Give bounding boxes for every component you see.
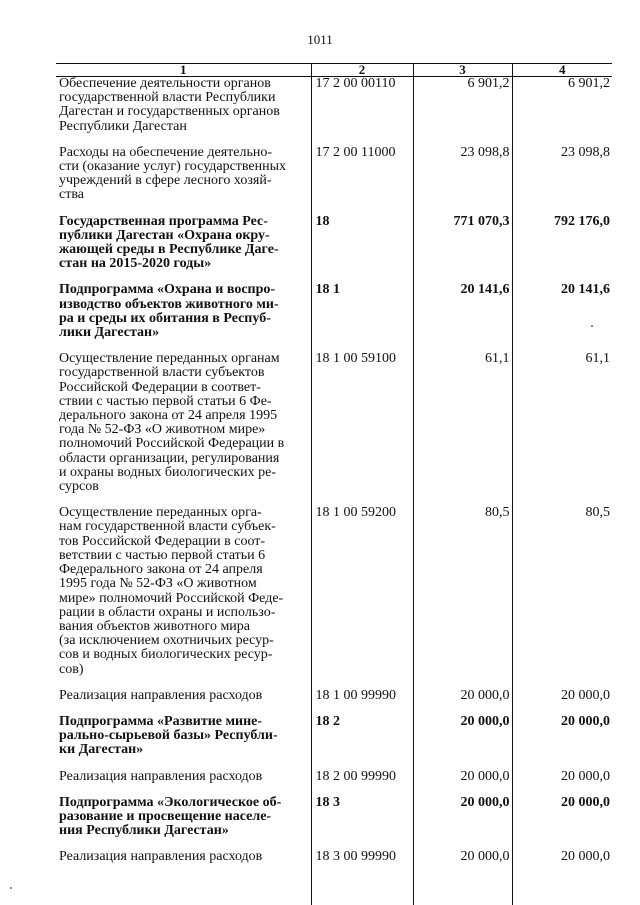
row-code: 17 2 00 00110 bbox=[311, 77, 413, 134]
page-number: 1011 bbox=[307, 32, 333, 47]
budget-table bbox=[56, 63, 612, 905]
row-value-2: 20 000,0 bbox=[512, 689, 612, 703]
row-value-2: 20 141,6 bbox=[512, 283, 612, 340]
header-row bbox=[56, 64, 612, 77]
column-header-1: 1 bbox=[56, 64, 311, 77]
row-value-2: 6 901,2 bbox=[512, 77, 612, 134]
table-row bbox=[56, 689, 612, 703]
row-name: Реализация направления расходов bbox=[59, 687, 263, 703]
row-value-2: 20 000,0 bbox=[512, 850, 612, 864]
row-value-2: 20 000,0 bbox=[512, 796, 612, 839]
row-value-1: 80,5 bbox=[413, 506, 512, 676]
table-row bbox=[56, 283, 612, 340]
row-code: 18 1 00 59200 bbox=[311, 506, 413, 676]
row-code: 18 bbox=[311, 215, 413, 272]
column-header-3: 3 bbox=[413, 64, 512, 77]
row-value-1: 20 141,6 bbox=[413, 283, 512, 340]
scan-speck bbox=[591, 325, 593, 327]
row-value-2: 61,1 bbox=[512, 352, 612, 494]
row-spacer bbox=[56, 134, 612, 146]
table-row bbox=[56, 352, 612, 494]
row-value-1: 20 000,0 bbox=[413, 850, 512, 864]
row-spacer bbox=[56, 784, 612, 796]
row-value-1: 20 000,0 bbox=[413, 715, 512, 758]
row-code: 18 3 00 99990 bbox=[311, 850, 413, 864]
row-name: Обеспечение деятельности органов государственной власти Республики Дагестан и государственных органов Республики Дагестан bbox=[59, 76, 280, 134]
row-code: 18 1 bbox=[311, 283, 413, 340]
row-spacer bbox=[56, 677, 612, 689]
row-code: 18 3 bbox=[311, 796, 413, 839]
row-name: Подпрограмма «Развитие мине- рально-сырьевой базы» Республи- ки Дагестан» bbox=[59, 713, 278, 758]
table-row bbox=[56, 506, 612, 676]
row-code: 18 1 00 59100 bbox=[311, 352, 413, 494]
row-spacer bbox=[56, 203, 612, 215]
row-code: 18 1 00 99990 bbox=[311, 689, 413, 703]
row-value-2: 20 000,0 bbox=[512, 770, 612, 784]
row-name: Государственная программа Рес- публики Дагестан «Охрана окру- жающей среды в Республике Даге- стан на 2015-2020 годы» bbox=[59, 213, 279, 272]
scan-speck bbox=[10, 887, 12, 889]
table-row bbox=[56, 146, 612, 203]
row-code: 18 2 00 99990 bbox=[311, 770, 413, 784]
table-row bbox=[56, 215, 612, 272]
row-value-1: 20 000,0 bbox=[413, 770, 512, 784]
row-code: 17 2 00 11000 bbox=[311, 146, 413, 203]
row-name: Подпрограмма «Экологическое об- разование и просвещение населе- ния Республики Дагестан» bbox=[59, 794, 282, 839]
table-row bbox=[56, 715, 612, 758]
table-row bbox=[56, 770, 612, 784]
row-name: Реализация направления расходов bbox=[59, 849, 263, 865]
row-name: Расходы на обеспечение деятельно- сти (оказание услуг) государственных учреждений в сфере лесного хозяй- ства bbox=[59, 144, 287, 203]
table-row bbox=[56, 77, 612, 134]
row-spacer bbox=[56, 758, 612, 770]
column-header-4: 4 bbox=[512, 64, 612, 77]
row-value-1: 20 000,0 bbox=[413, 796, 512, 839]
row-value-1: 20 000,0 bbox=[413, 689, 512, 703]
row-name: Подпрограмма «Охрана и воспро- изводство объектов животного ми- ра и среды их обитания в Респуб- лики Дагестан» bbox=[59, 282, 279, 341]
row-value-2: 80,5 bbox=[512, 506, 612, 676]
row-value-1: 771 070,3 bbox=[413, 215, 512, 272]
table-row bbox=[56, 850, 612, 864]
row-name: Реализация направления расходов bbox=[59, 768, 263, 784]
row-value-1: 23 098,8 bbox=[413, 146, 512, 203]
row-spacer bbox=[56, 865, 612, 905]
row-value-1: 61,1 bbox=[413, 352, 512, 494]
table-row bbox=[56, 796, 612, 839]
row-value-2: 792 176,0 bbox=[512, 215, 612, 272]
row-value-1: 6 901,2 bbox=[413, 77, 512, 134]
row-value-2: 20 000,0 bbox=[512, 715, 612, 758]
row-code: 18 2 bbox=[311, 715, 413, 758]
row-name: Осуществление переданных органам государственной власти субъектов Российской Федерации в соответ- ствии с частью первой статьи 6 Фе- дерального закона от 24 апреля 1995 года № 52-ФЗ «О животном мире» полномочий Российской Федерации в области организации, регулирования и охраны водных биологических ре- сурсов bbox=[59, 351, 285, 495]
row-value-2: 23 098,8 bbox=[512, 146, 612, 203]
row-name: Осуществление переданных орга- нам государственной власти субъек- тов Российской Федерации в соот- ветствии с частью первой статьи 6 Федерального закона от 24 апреля 1995 года № 52-ФЗ «О животном мире» полномочий Российской Феде- рации в области охраны и использо- вания объектов животного мира (за исключением охотничьих ресур- сов и водных биологических ресур- сов) bbox=[59, 505, 284, 677]
column-header-2: 2 bbox=[311, 64, 413, 77]
